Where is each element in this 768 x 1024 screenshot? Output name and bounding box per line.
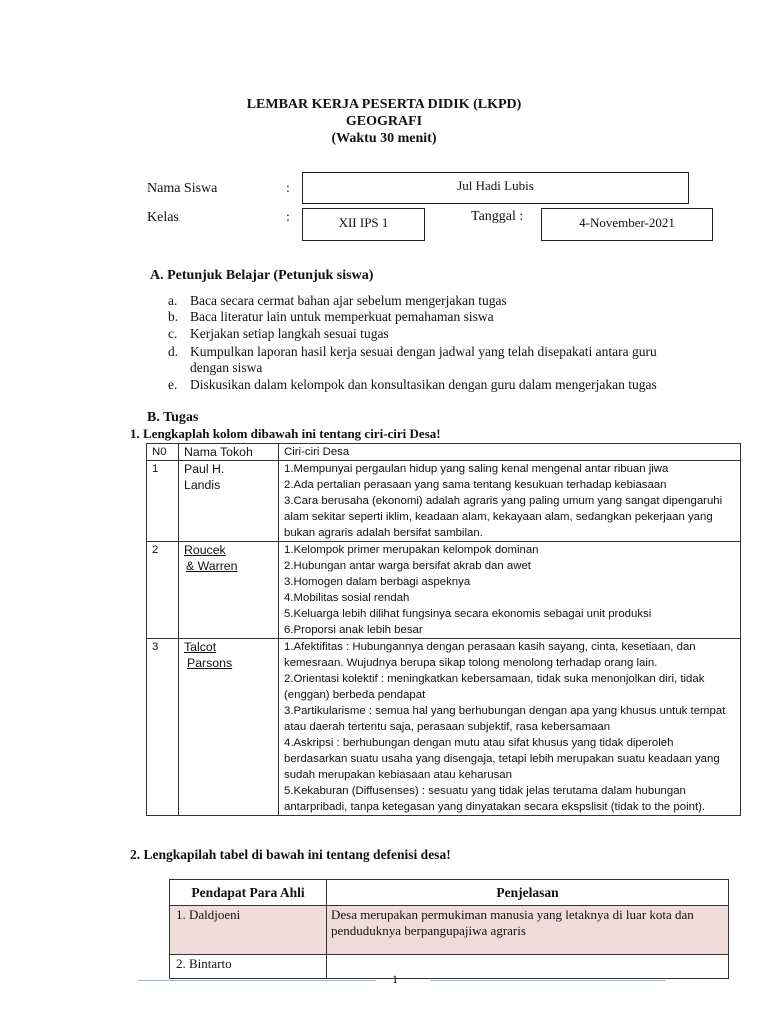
document-title: LEMBAR KERJA PESERTA DIDIK (LKPD) bbox=[246, 97, 522, 112]
header-nama-tokoh: Nama Tokoh bbox=[179, 444, 279, 461]
instruction-marker: c. bbox=[168, 326, 178, 341]
task2-title: 2. Lengkapilah tabel di bawah ini tentang defenisi desa! bbox=[130, 847, 451, 862]
ciri-list bbox=[279, 542, 741, 639]
tanggal-field[interactable]: 4-November-2021 bbox=[541, 208, 713, 241]
table-header-row bbox=[147, 444, 741, 461]
instruction-text: Kerjakan setiap langkah sesuai tugas bbox=[190, 326, 389, 341]
ciri-item: 1.Afektifitas : Hubungannya dengan perasaan kasih sayang, cinta, kesetiaan, dan kemesraan. Wujudnya berupa sikap tolong menolong terhadap orang lain. bbox=[284, 641, 696, 669]
ciri-item: 3.Partikularisme : semua hal yang berhubungan dengan apa yang khusus untuk tempat atau daerah tertentu saja, perasaan subjektif, rasa kebersamaan bbox=[284, 705, 726, 733]
tanggal-label: Tanggal : bbox=[471, 209, 524, 224]
nama-siswa-label: Nama Siswa bbox=[147, 181, 218, 196]
ciri-item: 2.Hubungan antar warga bersifat akrab dan awet bbox=[284, 560, 531, 572]
row-number: 2 bbox=[147, 542, 179, 639]
ciri-item: 4.Mobilitas sosial rendah bbox=[284, 592, 410, 604]
instruction-text: Diskusikan dalam kelompok dan konsultasikan dengan guru dalam mengerjakan tugas bbox=[190, 377, 657, 392]
page-number: 1 bbox=[392, 972, 398, 986]
definisi-desa-table bbox=[169, 879, 729, 979]
document-duration: (Waktu 30 menit) bbox=[331, 131, 437, 146]
ciri-item: 2.Orientasi kolektif : meningkatkan kebersamaan, tidak suka menonjolkan diri, tidak (enggan) berbeda pendapat bbox=[284, 673, 705, 701]
tokoh-name bbox=[179, 639, 279, 816]
document-subject: GEOGRAFI bbox=[345, 114, 423, 129]
table-row bbox=[147, 639, 741, 816]
section-b-title: B. Tugas bbox=[147, 410, 199, 425]
instruction-marker: a. bbox=[168, 293, 178, 308]
table-row bbox=[170, 906, 729, 955]
tokoh-name bbox=[179, 542, 279, 639]
kelas-field[interactable]: XII IPS 1 bbox=[302, 208, 425, 241]
task1-title: 1. Lengkaplah kolom dibawah ini tentang ciri-ciri Desa! bbox=[130, 426, 441, 441]
instruction-item bbox=[168, 377, 668, 409]
ciri-item: 4.Askripsi : berhubungan dengan mutu atau sifat khusus yang tidak diperoleh berdasarkan suatu usaha yang disengaja, tetapi lebih merupakan suatu keadaan yang sudah merupakan kebiasaan atau keharusan bbox=[284, 737, 720, 781]
ciri-list bbox=[279, 461, 741, 542]
header-ciri-desa: Ciri-ciri Desa bbox=[279, 444, 741, 461]
ciri-item: 3.Homogen dalam berbagi aspeknya bbox=[284, 576, 471, 588]
nama-siswa-field[interactable]: Jul Hadi Lubis bbox=[302, 172, 689, 204]
row-number: 3 bbox=[147, 639, 179, 816]
table-header-row bbox=[170, 880, 729, 906]
expert-explanation[interactable]: Desa merupakan permukiman manusia yang letaknya di luar kota dan penduduknya berpangupajiwa agraris bbox=[327, 906, 729, 955]
instruction-text: Baca literatur lain untuk memperkuat pemahaman siswa bbox=[190, 309, 494, 324]
header-penjelasan: Penjelasan bbox=[327, 880, 729, 906]
ciri-list bbox=[279, 639, 741, 816]
tokoh-name bbox=[179, 461, 279, 542]
ciri-item: 1.Kelompok primer merupakan kelompok dominan bbox=[284, 544, 539, 556]
footer-rule-right bbox=[430, 980, 666, 981]
instruction-item bbox=[168, 293, 668, 309]
ciri-item: 5.Keluarga lebih dilihat fungsinya secara ekonomis sebagai unit produksi bbox=[284, 608, 652, 620]
footer-rule-left bbox=[138, 980, 376, 981]
table-row bbox=[170, 955, 729, 979]
instruction-marker: b. bbox=[168, 309, 179, 324]
ciri-desa-table bbox=[146, 443, 741, 816]
nama-colon: : bbox=[286, 181, 290, 196]
instruction-item bbox=[168, 344, 668, 376]
header-no: N0 bbox=[147, 444, 179, 461]
kelas-colon: : bbox=[286, 210, 290, 225]
instruction-item bbox=[168, 326, 668, 342]
instruction-text: Baca secara cermat bahan ajar sebelum mengerjakan tugas bbox=[190, 293, 507, 308]
table-row bbox=[147, 542, 741, 639]
tokoh-name-line: Landis bbox=[184, 478, 221, 492]
tokoh-name-line: Talcot bbox=[184, 640, 217, 654]
tokoh-name-line: & Warren bbox=[186, 559, 238, 573]
ciri-item: 2.Ada pertalian perasaan yang sama tentang kesukuan terhadap kebiasaan bbox=[284, 479, 667, 491]
tokoh-name-line: Roucek bbox=[184, 543, 226, 557]
ciri-item: 3.Cara berusaha (ekonomi) adalah agraris yang paling umum yang sangat dipengaruhi alam sekitar seperti iklim, keadaan alam, kekayaan alam, sedangkan pekerjaan yang bukan agraris adalah bersifat sambilan. bbox=[284, 495, 723, 539]
instruction-text: Kumpulkan laporan hasil kerja sesuai dengan jadwal yang telah disepakati antara guru dengan siswa bbox=[190, 344, 657, 375]
expert-name: 1. Daldjoeni bbox=[170, 906, 327, 955]
expert-name: 2. Bintarto bbox=[170, 955, 327, 979]
ciri-item: 1.Mempunyai pergaulan hidup yang saling kenal mengenal antar ribuan jiwa bbox=[284, 463, 669, 475]
row-number: 1 bbox=[147, 461, 179, 542]
expert-explanation[interactable] bbox=[327, 955, 729, 979]
ciri-item: 5.Kekaburan (Diffusenses) : sesuatu yang tidak jelas terutama dalam hubungan antarpribadi, tanpa ketegasan yang dinyatakan secara ekspslisit (tidak to the point). bbox=[284, 785, 706, 813]
ciri-item: 6.Proporsi anak lebih besar bbox=[284, 624, 423, 636]
tokoh-name-line: Paul H. bbox=[184, 462, 225, 476]
kelas-label: Kelas bbox=[147, 210, 179, 225]
section-a-title: A. Petunjuk Belajar (Petunjuk siswa) bbox=[150, 268, 374, 283]
tokoh-name-line: Parsons bbox=[187, 656, 233, 670]
table-row bbox=[147, 461, 741, 542]
header-pendapat: Pendapat Para Ahli bbox=[170, 880, 327, 906]
instruction-marker: e. bbox=[168, 377, 178, 392]
instruction-item bbox=[168, 309, 668, 325]
instruction-marker: d. bbox=[168, 344, 179, 359]
